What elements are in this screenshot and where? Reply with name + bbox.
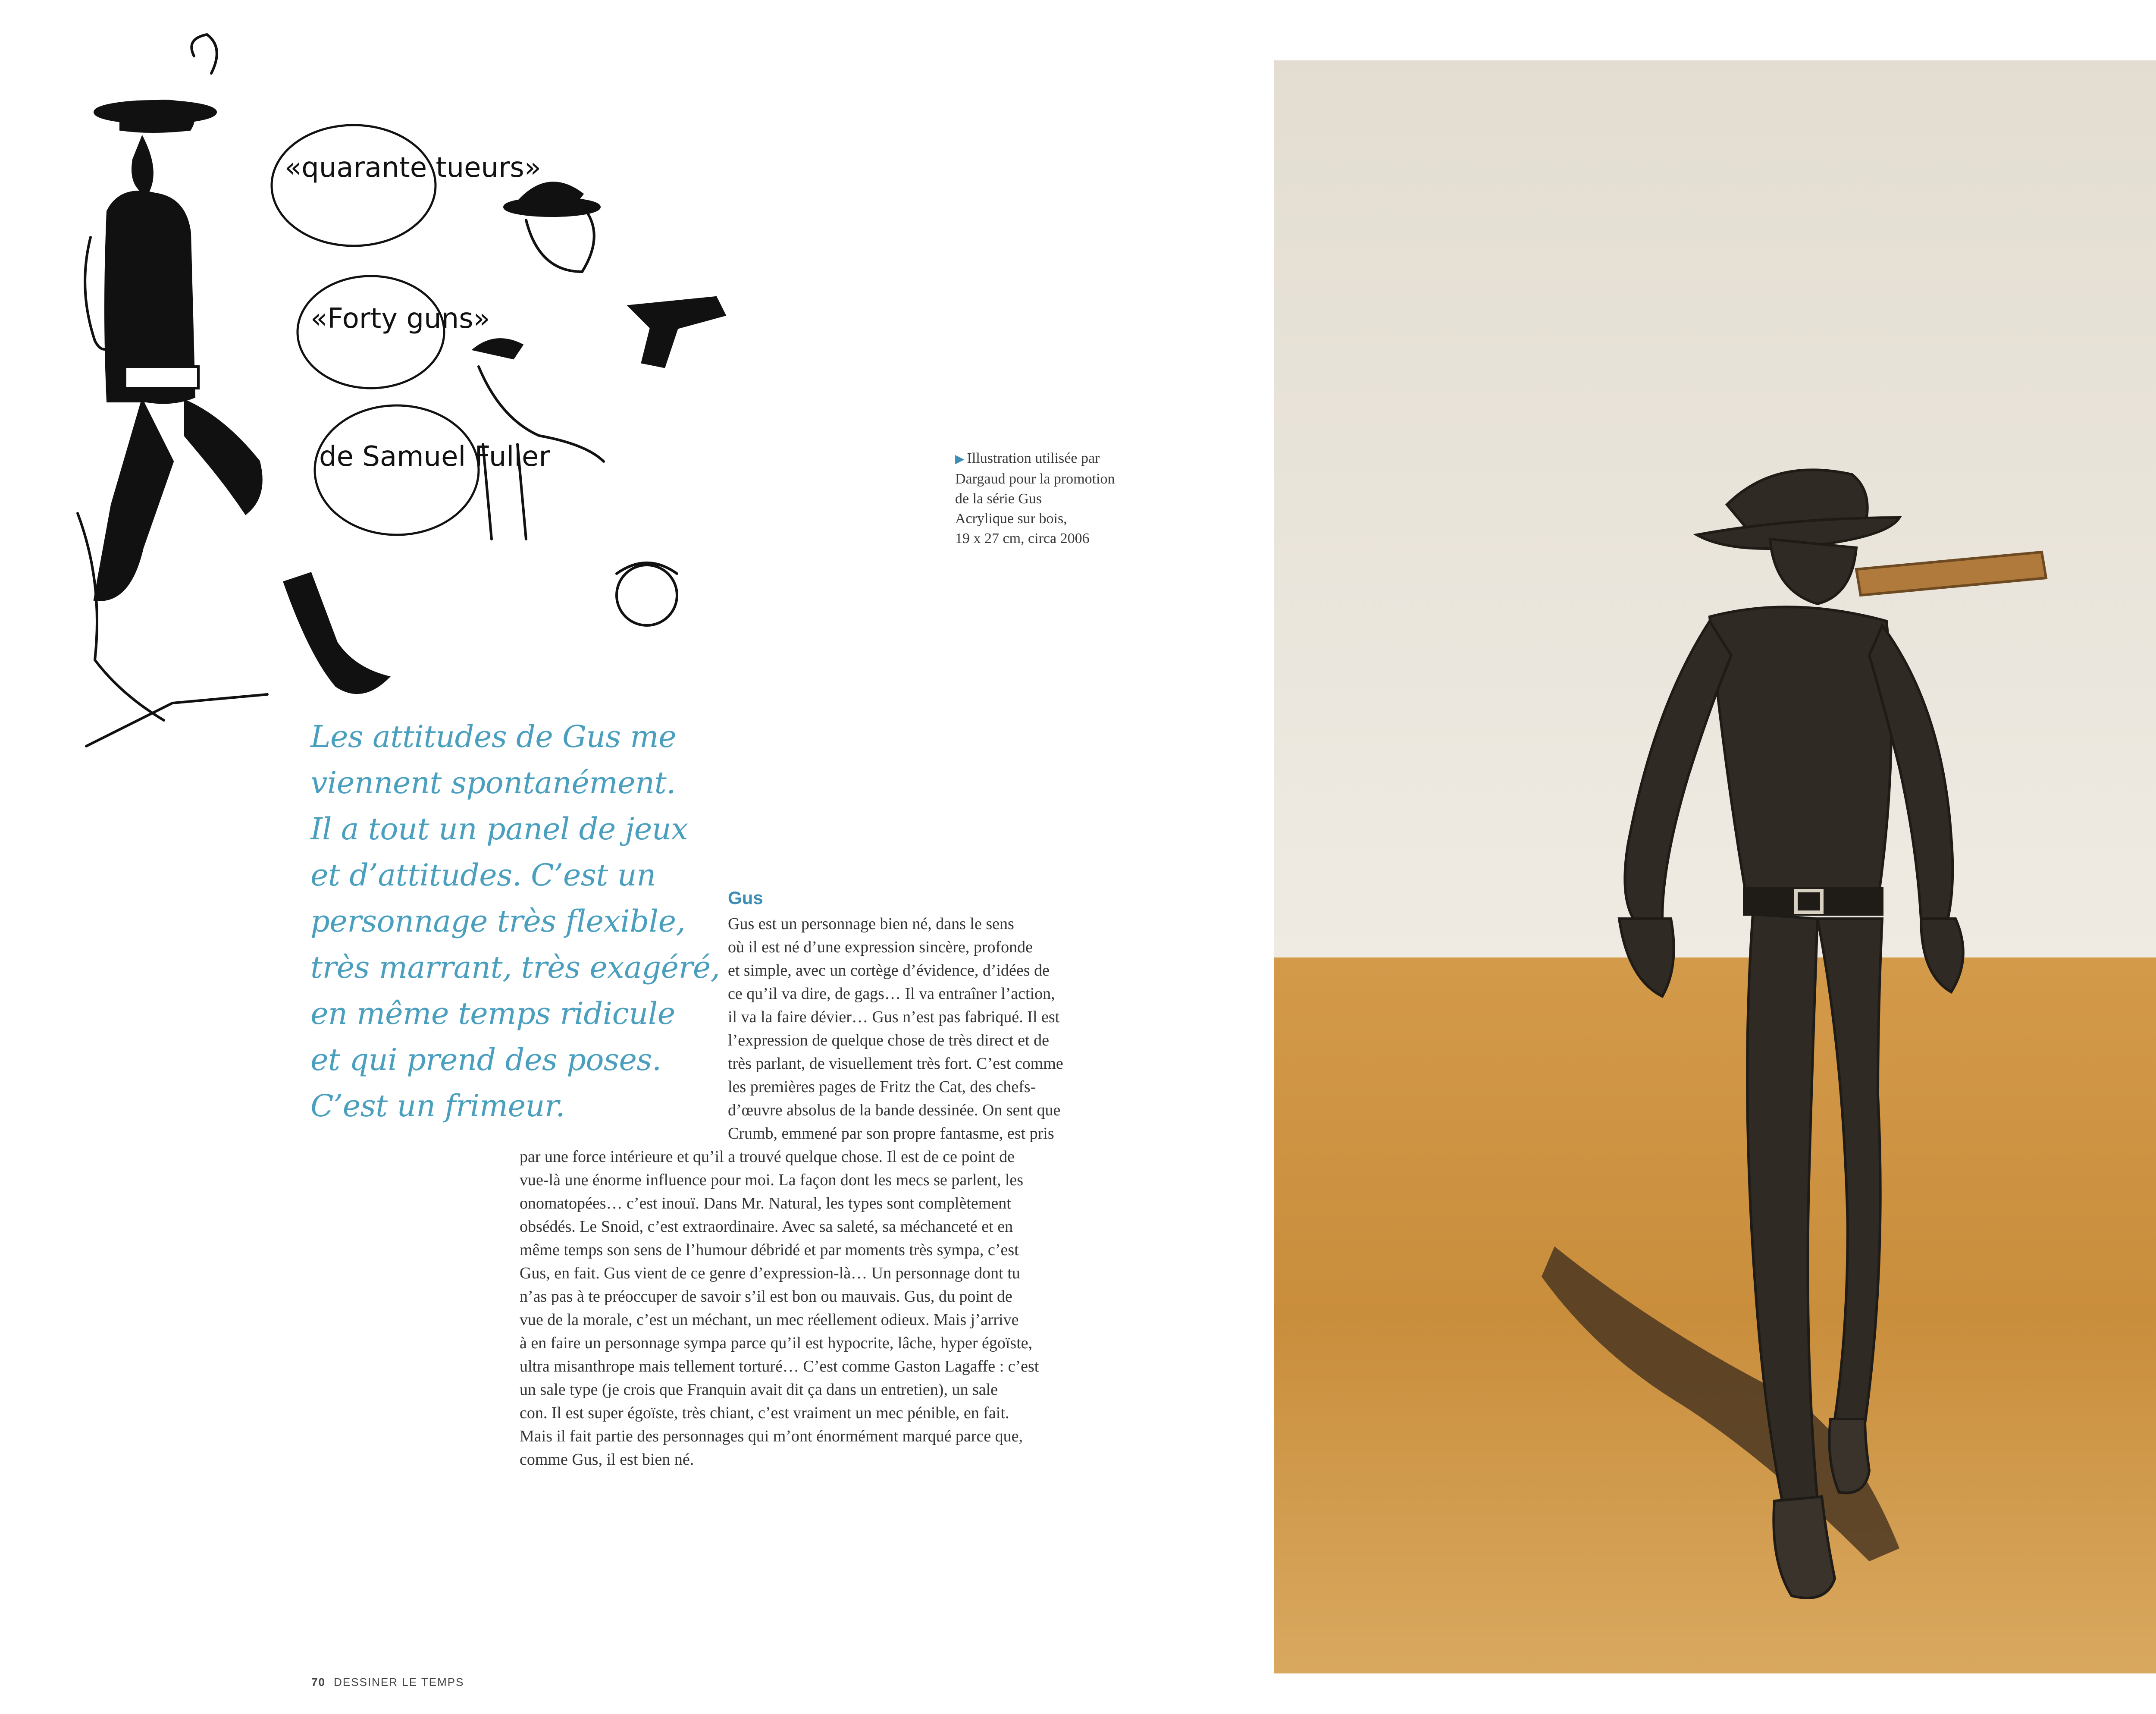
- body-line: l’expression de quelque chose de très direct et de: [728, 1031, 1049, 1049]
- bubble-text-3: de Samuel Fuller: [319, 441, 550, 473]
- body-line: vue de la morale, c’est un méchant, un mec réellement odieux. Mais j’arrive: [520, 1311, 1019, 1329]
- quote-line: personnage très flexible,: [310, 904, 686, 939]
- body-line: un sale type (je crois que Franquin avait dit ça dans un entretien), un sale: [520, 1381, 998, 1399]
- body-line: Gus est un personnage bien né, dans le sens: [728, 915, 1014, 933]
- body-line: con. Il est super égoïste, très chiant, c’est vraiment un mec pénible, en fait.: [520, 1404, 1009, 1422]
- body-line: les premières pages de Fritz the Cat, des chefs-: [728, 1078, 1036, 1096]
- quote-line: viennent spontanément.: [310, 765, 676, 800]
- quote-line: Les attitudes de Gus me: [310, 719, 677, 754]
- body-line: vue-là une énorme influence pour moi. La façon dont les mecs se parlent, les: [520, 1171, 1024, 1189]
- pull-quote: [310, 714, 742, 1129]
- quote-line: et d’attitudes. C’est un: [310, 857, 656, 893]
- cowboy-painting: [1274, 60, 2156, 1673]
- caption-line: 19 x 27 cm, circa 2006: [955, 531, 1090, 546]
- body-line: obsédés. Le Snoid, c’est extraordinaire. Avec sa saleté, sa méchanceté et en: [520, 1218, 1013, 1236]
- caption-line: Acrylique sur bois,: [955, 511, 1067, 527]
- body-line: d’œuvre absolus de la bande dessinée. On sent que: [728, 1101, 1061, 1119]
- article-heading: Gus: [728, 888, 763, 908]
- body-line: n’as pas à te préoccuper de savoir s’il est bon ou mauvais. Gus, du point de: [520, 1287, 1012, 1306]
- article-body-top: [728, 912, 1116, 1145]
- article-body-bottom: [520, 1145, 1123, 1471]
- quote-line: C’est un frimeur.: [310, 1088, 565, 1124]
- page-footer: [311, 1676, 464, 1689]
- bubble-text-2: «Forty guns»: [310, 303, 490, 335]
- bubble-text-1: «quarante tueurs»: [285, 152, 541, 184]
- quote-line: en même temps ridicule: [310, 996, 675, 1031]
- body-line: onomatopées… c’est inouï. Dans Mr. Natural, les types sont complètement: [520, 1194, 1011, 1212]
- body-line: Gus, en fait. Gus vient de ce genre d’expression-là… Un personnage dont tu: [520, 1264, 1020, 1282]
- body-line: ce qu’il va dire, de gags… Il va entraîner l’action,: [728, 985, 1055, 1003]
- quote-line: Il a tout un panel de jeux: [310, 811, 688, 847]
- body-line: par une force intérieure et qu’il a trouvé quelque chose. Il est de ce point de: [520, 1148, 1015, 1166]
- illustration-caption: [955, 449, 1214, 549]
- body-line: comme Gus, il est bien né.: [520, 1450, 694, 1469]
- quote-line: et qui prend des poses.: [310, 1042, 661, 1077]
- body-line: il va la faire dévier… Gus n’est pas fabriqué. Il est: [728, 1008, 1060, 1026]
- quote-line: très marrant, très exagéré,: [310, 950, 720, 985]
- caption-line: de la série Gus: [955, 491, 1042, 507]
- body-line: très parlant, de visuellement très fort. C’est comme: [728, 1055, 1063, 1073]
- triangle-marker-icon: ▶: [955, 452, 965, 466]
- caption-line: Dargaud pour la promotion: [955, 471, 1115, 487]
- body-line: où il est né d’une expression sincère, profonde: [728, 938, 1033, 956]
- body-line: et simple, avec un cortège d’évidence, d’idées de: [728, 961, 1050, 979]
- running-title: DESSINER LE TEMPS: [334, 1676, 464, 1689]
- body-line: même temps son sens de l’humour débridé et par moments très sympa, c’est: [520, 1241, 1019, 1259]
- caption-line: ▶ Illustration utilisée par: [955, 450, 1100, 466]
- body-line: à en faire un personnage sympa parce qu’il est hypocrite, lâche, hyper égoïste,: [520, 1334, 1033, 1352]
- ink-sketch-illustration: [43, 30, 768, 789]
- body-line: Mais il fait partie des personnages qui m’ont énormément marqué parce que,: [520, 1427, 1023, 1445]
- body-line: ultra misanthrope mais tellement torturé… C’est comme Gaston Lagaffe : c’est: [520, 1357, 1039, 1375]
- page-number: 70: [311, 1676, 326, 1689]
- body-line: Crumb, emmené par son propre fantasme, est pris: [728, 1124, 1054, 1143]
